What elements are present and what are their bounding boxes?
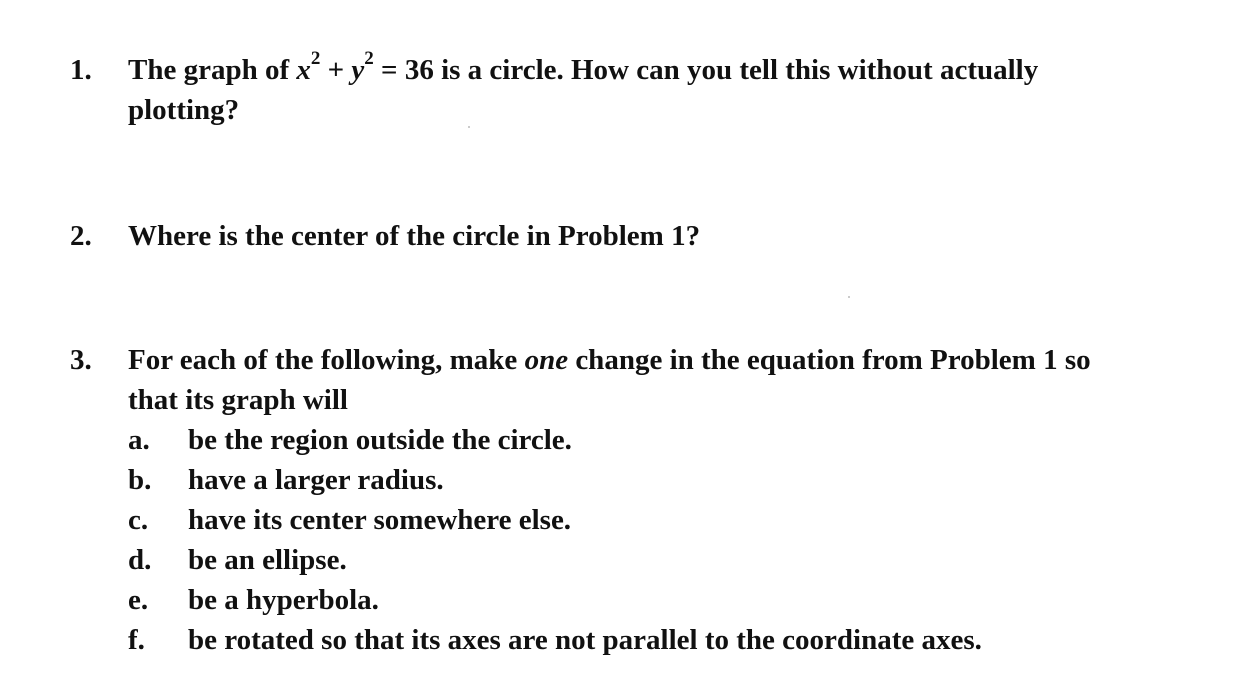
sub-question-label: c. <box>128 504 149 536</box>
scan-speck <box>848 296 850 298</box>
problem-line: Where is the center of the circle in Problem 1? <box>128 220 701 252</box>
problem-text <box>128 340 1091 420</box>
sub-question-label: a. <box>128 424 150 456</box>
sub-question-label: e. <box>128 584 149 616</box>
text-segment: = 36 is a circle. How can you tell this without actually <box>373 54 1039 86</box>
sub-question-text: be an ellipse. <box>188 544 347 576</box>
scan-speck <box>468 126 470 128</box>
sub-question-text: have its center somewhere else. <box>188 504 572 536</box>
problem-number: 1. <box>70 54 92 86</box>
problem-text <box>128 50 1038 130</box>
problem-line: plotting? <box>128 94 240 126</box>
problem-line <box>128 50 1038 90</box>
sub-question-text: be rotated so that its axes are not parallel to the coordinate axes. <box>188 624 982 656</box>
variable-y: y <box>351 54 365 86</box>
sub-question-text: be a hyperbola. <box>188 584 379 616</box>
problem-number: 3. <box>70 344 92 376</box>
problem-line: that its graph will <box>128 384 348 416</box>
text-segment: For each of the following, make <box>128 344 525 376</box>
sub-question-label: d. <box>128 544 152 576</box>
sub-question-text: have a larger radius. <box>188 464 444 496</box>
emphasis: one <box>524 344 569 376</box>
exponent: 2 <box>364 48 374 70</box>
problem-line <box>128 340 1091 380</box>
variable-x: x <box>296 54 311 86</box>
exponent: 2 <box>310 48 321 70</box>
plus-sign: + <box>320 54 352 86</box>
text-segment: The graph of <box>128 54 297 86</box>
problem-text <box>128 216 700 256</box>
sub-question-text: be the region outside the circle. <box>188 424 572 456</box>
problem-number: 2. <box>70 220 92 252</box>
sub-question-label: b. <box>128 464 152 496</box>
text-segment: change in the equation from Problem 1 so <box>568 344 1091 376</box>
sub-question-label: f. <box>128 624 145 656</box>
